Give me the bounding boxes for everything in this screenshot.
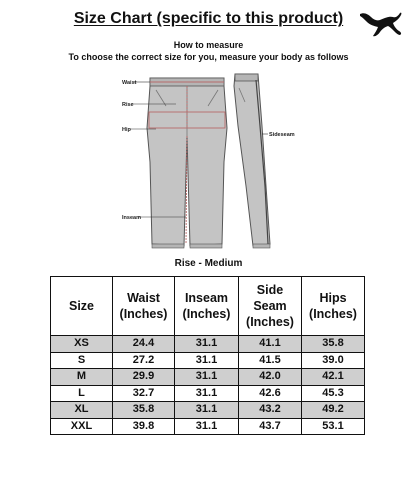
cell-size: L — [51, 385, 113, 402]
cell-waist: 35.8 — [113, 402, 175, 419]
cell-side-seam: 42.0 — [239, 369, 302, 386]
cell-size: XL — [51, 402, 113, 419]
header-side-seam: Side Seam (Inches) — [239, 277, 302, 336]
pants-side-view — [234, 74, 270, 248]
cell-waist: 29.9 — [113, 369, 175, 386]
cell-side-seam: 43.7 — [239, 418, 302, 435]
cell-side-seam: 41.5 — [239, 352, 302, 369]
rise-label: Rise — [122, 102, 134, 108]
cell-hips: 45.3 — [302, 385, 365, 402]
header-size: Size — [51, 277, 113, 336]
cell-hips: 42.1 — [302, 369, 365, 386]
header-waist: Waist (Inches) — [113, 277, 175, 336]
cell-inseam: 31.1 — [175, 418, 239, 435]
table-row — [51, 336, 365, 353]
cell-inseam: 31.1 — [175, 352, 239, 369]
table-header-row — [51, 277, 365, 336]
cell-inseam: 31.1 — [175, 385, 239, 402]
rise-note: Rise - Medium — [174, 258, 243, 269]
waist-label: Waist — [122, 80, 137, 86]
cell-waist: 32.7 — [113, 385, 175, 402]
hip-label: Hip — [122, 127, 131, 133]
cell-inseam: 31.1 — [175, 402, 239, 419]
cell-size: M — [51, 369, 113, 386]
page-title: Size Chart (specific to this product) — [73, 10, 344, 27]
cell-waist: 24.4 — [113, 336, 175, 353]
table-row — [51, 385, 365, 402]
cell-hips: 39.0 — [302, 352, 365, 369]
cell-inseam: 31.1 — [175, 369, 239, 386]
cell-hips: 35.8 — [302, 336, 365, 353]
sideseam-label: Sideseam — [269, 132, 295, 138]
pants-front-view — [147, 78, 227, 248]
table-row — [51, 369, 365, 386]
cell-inseam: 31.1 — [175, 336, 239, 353]
cell-waist: 39.8 — [113, 418, 175, 435]
cell-side-seam: 43.2 — [239, 402, 302, 419]
header-inseam: Inseam (Inches) — [175, 277, 239, 336]
how-to-measure-heading: How to measure — [173, 40, 244, 50]
table-row — [51, 418, 365, 435]
cell-waist: 27.2 — [113, 352, 175, 369]
table-row — [51, 402, 365, 419]
cell-size: XS — [51, 336, 113, 353]
cell-hips: 53.1 — [302, 418, 365, 435]
header-hips: Hips (Inches) — [302, 277, 365, 336]
puma-cat-logo-icon — [358, 8, 404, 40]
table-row — [51, 352, 365, 369]
cell-size: XXL — [51, 418, 113, 435]
cell-side-seam: 41.1 — [239, 336, 302, 353]
pants-measurement-diagram — [110, 66, 310, 256]
cell-size: S — [51, 352, 113, 369]
inseam-label: Inseam — [122, 215, 141, 221]
cell-side-seam: 42.6 — [239, 385, 302, 402]
cell-hips: 49.2 — [302, 402, 365, 419]
how-to-measure-instructions: To choose the correct size for you, measure your body as follows — [68, 52, 349, 62]
size-chart-table — [50, 276, 365, 435]
